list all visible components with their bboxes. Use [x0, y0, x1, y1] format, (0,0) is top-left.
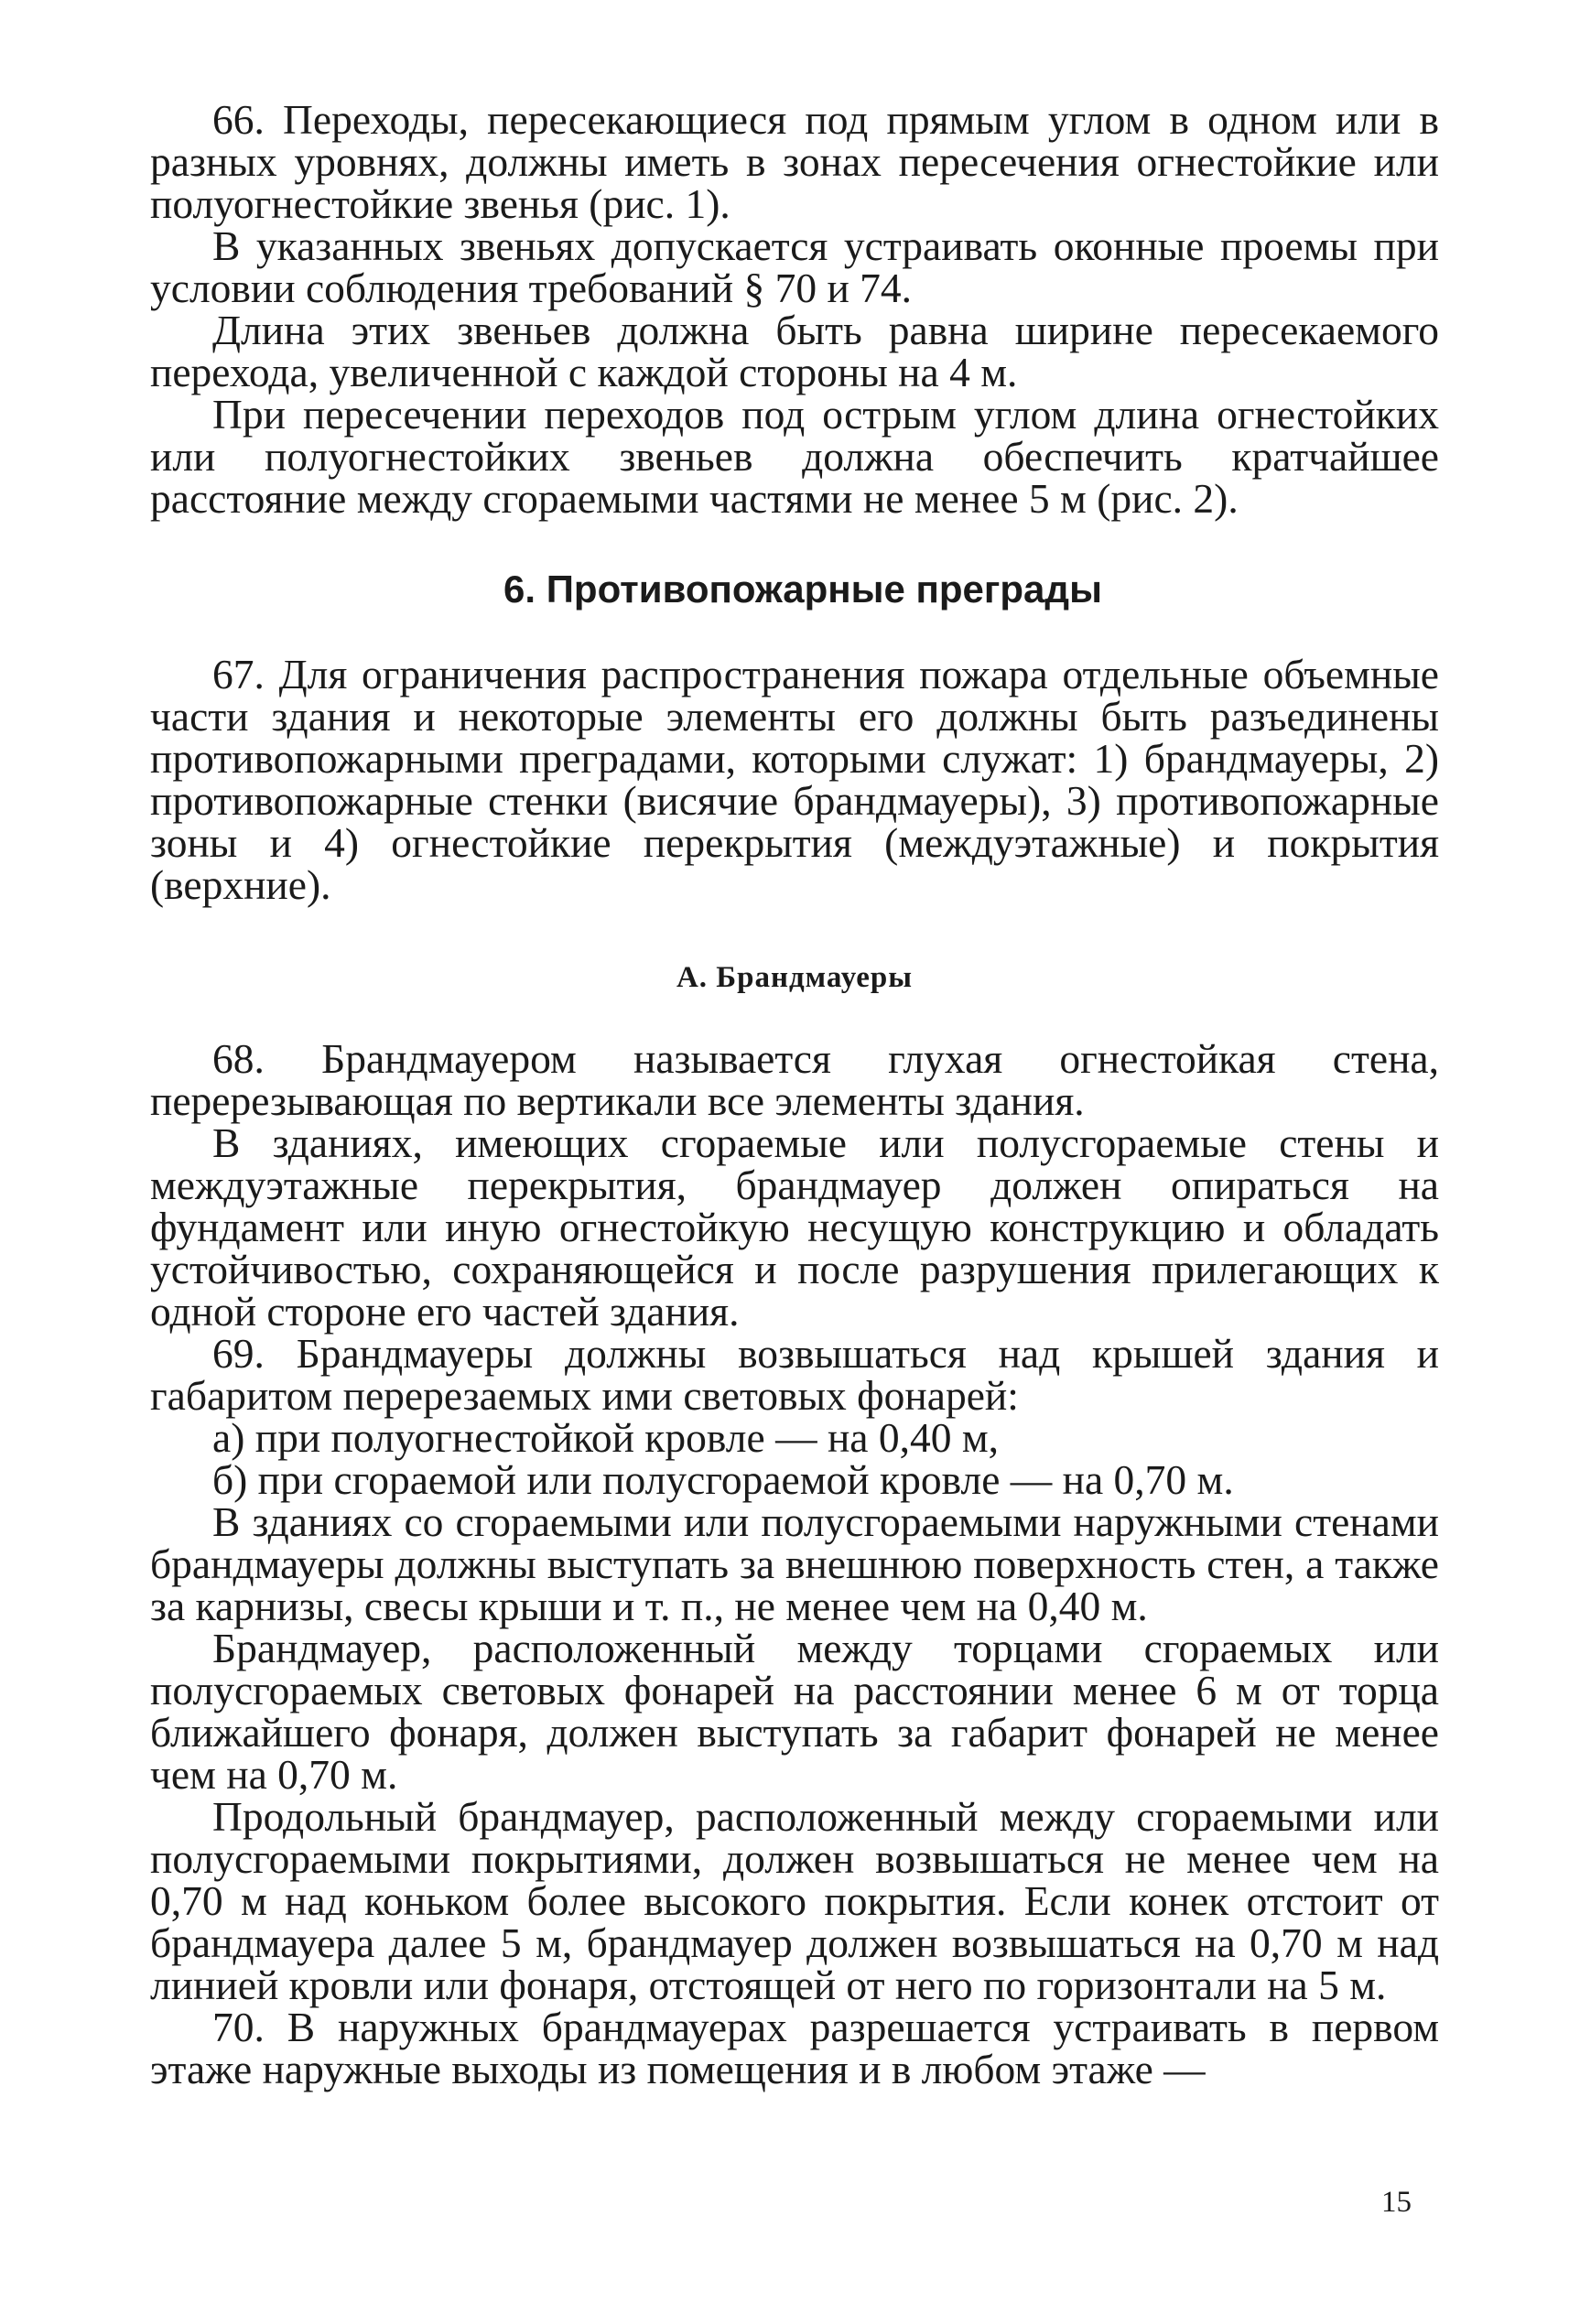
section-heading: 6. Противопожарные преграды — [503, 567, 1102, 611]
paragraph-69-outer-walls: В зданиях со сгораемыми или полусгораемыми наружными стенами брандмауеры должны выступать за внешнюю поверхность стен, а также за карнизы, свесы крыши и т. п., не менее чем на 0,40 м. — [150, 1498, 1439, 1629]
subsection-heading: А. Брандмауеры — [676, 961, 914, 994]
page-number: 15 — [1381, 2186, 1412, 2219]
paragraph-69-intro: 69. Брандмауеры должны возвышаться над крышей здания и габаритом перерезаемых ими световых фонарей: — [150, 1330, 1439, 1419]
paragraph-70: 70. В наружных брандмауерах разрешается устраивать в первом этаже наружные выходы из помещения и в любом этаже — — [150, 2004, 1439, 2092]
list-item-a: а) при полуогнестойкой кровле — на 0,40 м, — [212, 1414, 1000, 1461]
document-page — [150, 96, 1439, 2092]
paragraph-67: 67. Для ограничения распространения пожара отдельные объемные части здания и некоторые элементы его должны быть разъединены противопожарными преградами, которыми служат: 1) брандмауеры, 2) противопожарные стенки (висячие брандмауеры), 3) противопожарные зоны и 4) огнестойкие перекрытия (междуэтажные) и покрытия (верхние). — [150, 651, 1439, 908]
paragraph-68-support: В зданиях, имеющих сгораемые или полусгораемые стены и междуэтажные перекрытия, брандмауер должен опираться на фундамент или иную огнестойкую несущую конструкцию и обладать устойчивостью, сохраняющейся и после разрушения прилегающих к одной стороне его частей здания. — [150, 1119, 1439, 1335]
list-item-b: б) при сгораемой или полусгораемой кровле — на 0,70 м. — [212, 1456, 1234, 1503]
paragraph-69-lanterns: Брандмауер, расположенный между торцами сгораемых или полусгораемых световых фонарей на расстоянии менее 6 м от торца ближайшего фонаря, должен выступать за габарит фонарей не менее чем на 0,70 м. — [150, 1625, 1439, 1798]
paragraph-66-intro: 66. Переходы, пересекающиеся под прямым углом в одном или в разных уровнях, должны иметь в зонах пересечения огнестойкие или полуогнестойкие звенья (рис. 1). — [150, 96, 1439, 227]
paragraph-66-windows: В указанных звеньях допускается устраивать оконные проемы при условии соблюдения требований § 70 и 74. — [150, 222, 1439, 311]
paragraph-66-acute: При пересечении переходов под острым углом длина огнестойких или полуогнестойких звеньев должна обеспечить кратчайшее расстояние между сгораемыми частями не менее 5 м (рис. 2). — [150, 391, 1439, 522]
paragraph-69-longitudinal: Продольный брандмауер, расположенный между сгораемыми или полусгораемыми покрытиями, должен возвышаться не менее чем на 0,70 м над коньком более высокого покрытия. Если конек отстоит от брандмауера далее 5 м, брандмауер должен возвышаться на 0,70 м над линией кровли или фонаря, отстоящей от него по горизонтали на 5 м. — [150, 1793, 1439, 2008]
paragraph-68-definition: 68. Брандмауером называется глухая огнестойкая стена, перерезывающая по вертикали все элементы здания. — [150, 1035, 1439, 1124]
paragraph-66-length: Длина этих звеньев должна быть равна ширине пересекаемого перехода, увеличенной с каждой стороны на 4 м. — [150, 307, 1439, 395]
